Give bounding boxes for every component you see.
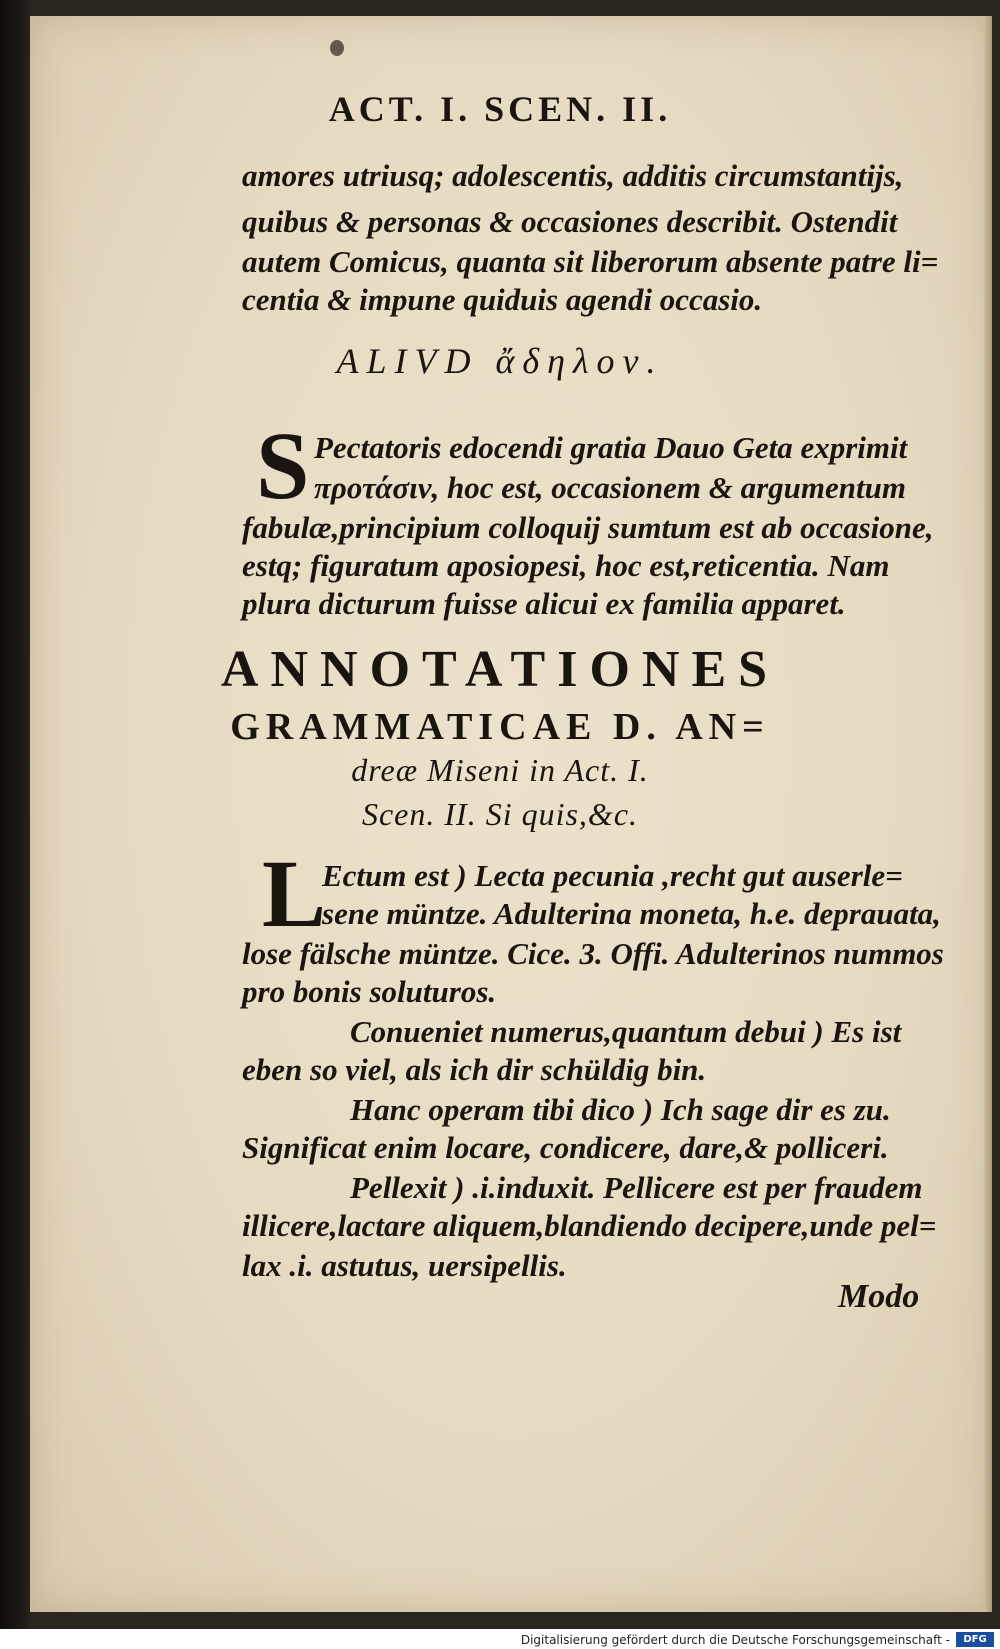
drop-cap-s: S xyxy=(256,412,310,519)
text-line: autem Comicus, quanta sit liberorum absente patre li= xyxy=(242,244,939,279)
text-line: quibus & personas & occasiones describit. Ostendit xyxy=(242,204,898,239)
text-line: illicere,lactare aliquem,blandiendo decipere,unde pel= xyxy=(242,1208,937,1243)
running-head: ACT. I. SCEN. II. xyxy=(328,89,672,129)
aliud-heading: ALIVD ἄδηλον. xyxy=(336,341,664,381)
text-line: lose fälsche müntze. Cice. 3. Offi. Adulterinos nummos xyxy=(242,936,944,971)
annotations-title: ANNOTATIONES xyxy=(220,641,780,698)
catchword: Modo xyxy=(838,1278,920,1315)
annotations-author: dreæ Miseni in Act. I. xyxy=(351,752,649,788)
footer-credit: Digitalisierung gefördert durch die Deutsche Forschungsgemeinschaft - xyxy=(520,1633,950,1647)
text-line: Ectum est ) Lecta pecunia ,recht gut auserle= xyxy=(322,858,903,893)
text-line: eben so viel, als ich dir schüldig bin. xyxy=(242,1052,707,1087)
text-line: fabulæ,principium colloquij sumtum est ab occasione, xyxy=(242,510,934,545)
ink-stain xyxy=(330,40,344,56)
text-line: sene müntze. Adulterina moneta, h.e. deprauata, xyxy=(322,896,941,931)
text-line: Significat enim locare, condicere, dare,& polliceri. xyxy=(242,1130,889,1165)
text-line: centia & impune quiduis agendi occasio. xyxy=(242,282,763,317)
footer-bar xyxy=(0,1629,1000,1649)
text-line: Pectatoris edocendi gratia Dauo Geta exprimit xyxy=(314,430,908,465)
text-line: estq; figuratum aposiopesi, hoc est,reticentia. Nam xyxy=(242,548,890,583)
drop-cap-l: L xyxy=(262,840,327,947)
text-line: plura dicturum fuisse alicui ex familia apparet. xyxy=(242,586,846,621)
text-line: προτάσιν, hoc est, occasionem & argumentum xyxy=(314,470,906,505)
text-line: Conueniet numerus,quantum debui ) Es ist xyxy=(350,1014,902,1049)
text-line: Hanc operam tibi dico ) Ich sage dir es zu. xyxy=(350,1092,891,1127)
text-line: lax .i. astutus, uersipellis. xyxy=(242,1248,567,1283)
dfg-logo-icon[interactable]: DFG xyxy=(956,1632,994,1647)
text-line: pro bonis soluturos. xyxy=(242,974,497,1009)
annotations-subtitle: GRAMMATICAE D. AN= xyxy=(230,706,770,748)
text-line: Pellexit ) .i.induxit. Pellicere est per fraudem xyxy=(350,1170,923,1205)
annotations-scene: Scen. II. Si quis,&c. xyxy=(361,796,639,832)
text-line: amores utriusq; adolescentis, additis circumstantijs, xyxy=(242,158,904,193)
